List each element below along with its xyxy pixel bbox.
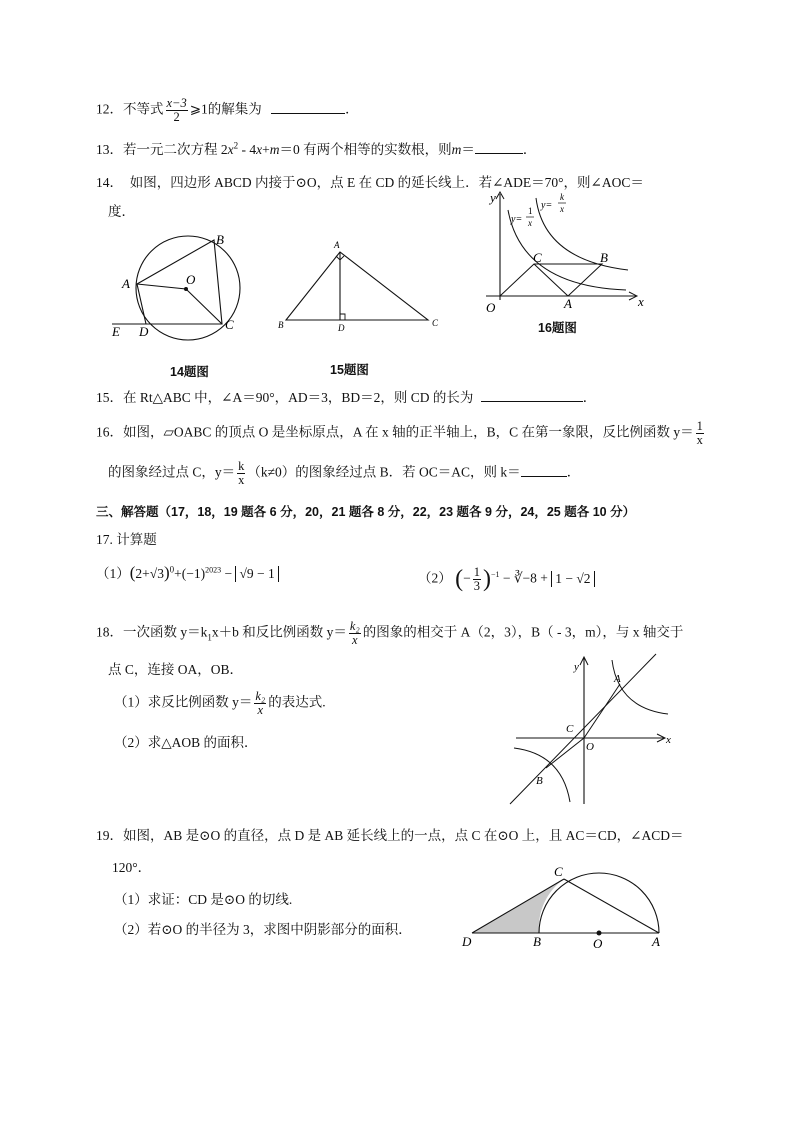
fig18-label-O: O xyxy=(586,741,594,753)
fig15-label-D: D xyxy=(338,323,345,333)
section-3-title: 三、解答题（17，18，19 题各 6 分，20，21 题各 8 分，22，23 题各 9 分，24，25 题各 10 分） xyxy=(96,505,636,519)
q15-answer-blank[interactable] xyxy=(481,389,583,402)
question-18-line2: 点 C，连接 OA，OB． xyxy=(108,662,244,677)
q18-part2: （2）求△AOB 的面积． xyxy=(114,735,258,750)
fig16-eq2-num: k xyxy=(560,192,564,202)
fig16-label-B: B xyxy=(600,250,608,265)
q12-lead: 12．不等式 xyxy=(96,101,164,117)
question-12: 12．不等式 $\frac{x-3}{2}$ ⩾1的解集为 ． xyxy=(96,96,359,125)
q19-part2: （2）若⊙O 的半径为 3，求图中阴影部分的面积． xyxy=(114,922,412,937)
question-16-line2: 的图象经过点 C，y＝ $\frac{k}{x}$ （k≠0）的图象经过点 B．若 OC＝AC，则 k＝ ． xyxy=(108,459,581,488)
fig19-label-D: D xyxy=(462,934,472,949)
fig19-label-C: C xyxy=(554,864,563,879)
fig16-label-A: A xyxy=(564,296,572,311)
fig16-label-x: x xyxy=(638,294,644,309)
svg-text:y=: y= xyxy=(511,214,523,225)
fig15-label-A: A xyxy=(334,240,340,250)
question-13: 13．若一元二次方程 $2x^2 - 4x+m=0$ 有两个相等的实数根，则m＝ ． xyxy=(96,140,537,157)
fig14-label-C: C xyxy=(225,317,234,332)
fig15-label-C: C xyxy=(432,318,439,328)
question-15: 15．在 Rt△ABC 中，∠A＝90°，AD＝3，BD＝2，则 CD 的长为 ． xyxy=(96,390,597,405)
question-14-line2: 度． xyxy=(108,204,135,219)
fig18-label-A: A xyxy=(614,673,621,685)
fig18-label-y: y xyxy=(574,661,579,673)
q17-part2: （2） (− $\frac{1}{3}$ )$^{-1}$ − ∛−8 + 1 − √2 xyxy=(418,566,595,596)
question-19-line1: 19．如图，AB 是⊙O 的直径，点 D 是 AB 延长线上的一点，点 C 在⊙O 上，且 AC＝CD，∠ACD＝ xyxy=(96,828,684,843)
fig14-label-O: O xyxy=(186,272,196,287)
q17-p1-abs: √9 − 1 xyxy=(235,566,278,582)
question-18-line1: 18．一次函数 $y=k_1x+b$ 和反比例函数 y＝ $\frac{\text{k₂}}{x}$ 的图象的相交于 A（2，3），B（ - 3，m），与 x 轴交于 xyxy=(96,619,684,648)
question-14-line1: 14． 如图，四边形 ABCD 内接于⊙O，点 E 在 CD 的延长线上．若∠ADE＝70°，则∠AOC＝ xyxy=(96,175,644,190)
fig18-label-B: B xyxy=(536,775,543,787)
fig19-label-A: A xyxy=(652,934,660,949)
fig16-eq1-den: x xyxy=(528,218,532,228)
fig15-label-B: B xyxy=(278,320,284,330)
figure-16-caption: 16题图 xyxy=(538,321,577,335)
fig14-label-D: D xyxy=(139,324,149,339)
fig14-label-B: B xyxy=(216,232,224,247)
figure-14-caption: 14题图 xyxy=(170,365,209,379)
fig16-eq2-den: x xyxy=(560,204,564,214)
q13-answer-blank[interactable] xyxy=(475,141,523,154)
fig14-label-E: E xyxy=(112,324,120,339)
figure-18 xyxy=(508,650,678,808)
figure-19 xyxy=(460,862,670,954)
question-16-line1: 16．如图，▱OABC 的顶点 O 是坐标原点，A 在 x 轴的正半轴上，B，C 在第一象限，反比例函数 y＝ $\frac{1}{x}$ xyxy=(96,419,703,448)
figure-15-caption: 15题图 xyxy=(330,363,369,377)
fig19-label-B: B xyxy=(533,934,541,949)
figure-16 xyxy=(478,190,653,314)
q16-answer-blank[interactable] xyxy=(521,464,567,477)
q12-answer-blank[interactable] xyxy=(271,101,345,114)
question-19-line2: 120°． xyxy=(112,860,152,875)
question-17-title: 17. 计算题 xyxy=(96,532,157,547)
fig14-label-A: A xyxy=(122,276,130,291)
fig18-label-x: x xyxy=(666,734,671,746)
fig16-label-O: O xyxy=(486,300,496,314)
svg-text:y=: y= xyxy=(541,200,553,211)
fig16-eq1-num: 1 xyxy=(528,206,533,216)
fig16-label-C: C xyxy=(533,250,542,265)
figure-14 xyxy=(104,226,254,346)
figure-15 xyxy=(276,238,446,334)
q18-part1: （1）求反比例函数 y＝ $\frac{\text{k₂}}{x}$ 的表达式. xyxy=(114,689,326,718)
fig16-label-y: y xyxy=(490,190,496,205)
q17-part1: $(1)(2+√3)^0+(-1)^{2023}$ − √9 − 1 xyxy=(96,562,279,590)
q19-part1: （1）求证：CD 是⊙O 的切线. xyxy=(114,892,293,907)
fig19-label-O: O xyxy=(593,936,603,951)
q12-fraction: $\frac{x-3}{2}$ xyxy=(166,96,187,125)
fig18-label-C: C xyxy=(566,723,574,735)
q17-p2-abs: 1 − √2 xyxy=(551,571,594,587)
